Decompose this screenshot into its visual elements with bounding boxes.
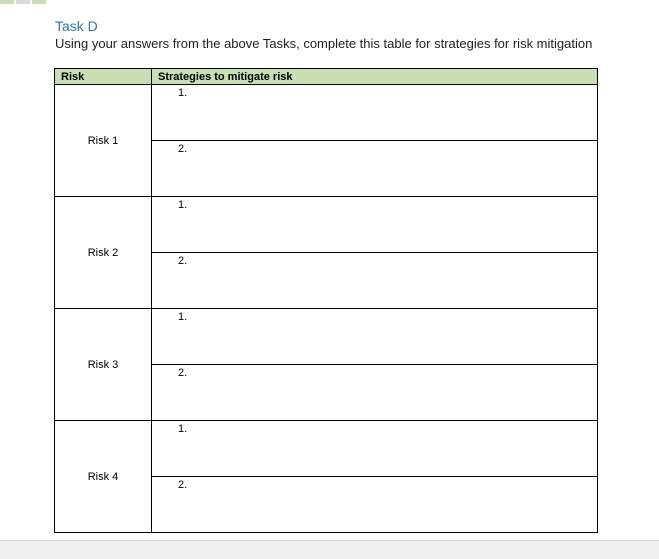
strategy-number: 1. — [178, 311, 188, 323]
strategy-number: 2. — [178, 479, 188, 491]
table-row — [55, 421, 598, 477]
accent-segment — [32, 0, 46, 4]
strategy-cell[interactable] — [152, 253, 598, 309]
top-accent-bar — [0, 0, 46, 4]
strategy-cell[interactable] — [152, 85, 598, 141]
strategy-number: 1. — [178, 199, 188, 211]
strategy-cell[interactable] — [152, 141, 598, 197]
page-title: Task D — [55, 18, 98, 34]
strategy-number: 2. — [178, 367, 188, 379]
table-header-row — [55, 69, 598, 85]
risk-3-cell: Risk 3 — [55, 309, 152, 421]
strategies-column-header: Strategies to mitigate risk — [152, 69, 598, 85]
risk-mitigation-table — [54, 68, 598, 533]
strategy-number: 2. — [178, 255, 188, 267]
strategy-cell[interactable] — [152, 421, 598, 477]
strategy-number: 2. — [178, 143, 188, 155]
accent-segment — [16, 0, 30, 4]
strategy-number: 1. — [178, 423, 188, 435]
table-row — [55, 309, 598, 365]
bottom-status-bar — [0, 540, 659, 559]
accent-segment — [0, 0, 14, 4]
risk-2-cell: Risk 2 — [55, 197, 152, 309]
risk-column-header: Risk — [55, 69, 152, 85]
instructions-text: Using your answers from the above Tasks, complete this table for strategies for risk mitigation — [55, 36, 593, 51]
table-row — [55, 85, 598, 141]
strategy-cell[interactable] — [152, 477, 598, 533]
strategy-cell[interactable] — [152, 365, 598, 421]
risk-1-cell: Risk 1 — [55, 85, 152, 197]
risk-4-cell: Risk 4 — [55, 421, 152, 533]
strategy-cell[interactable] — [152, 197, 598, 253]
table-row — [55, 197, 598, 253]
strategy-number: 1. — [178, 87, 188, 99]
strategy-cell[interactable] — [152, 309, 598, 365]
